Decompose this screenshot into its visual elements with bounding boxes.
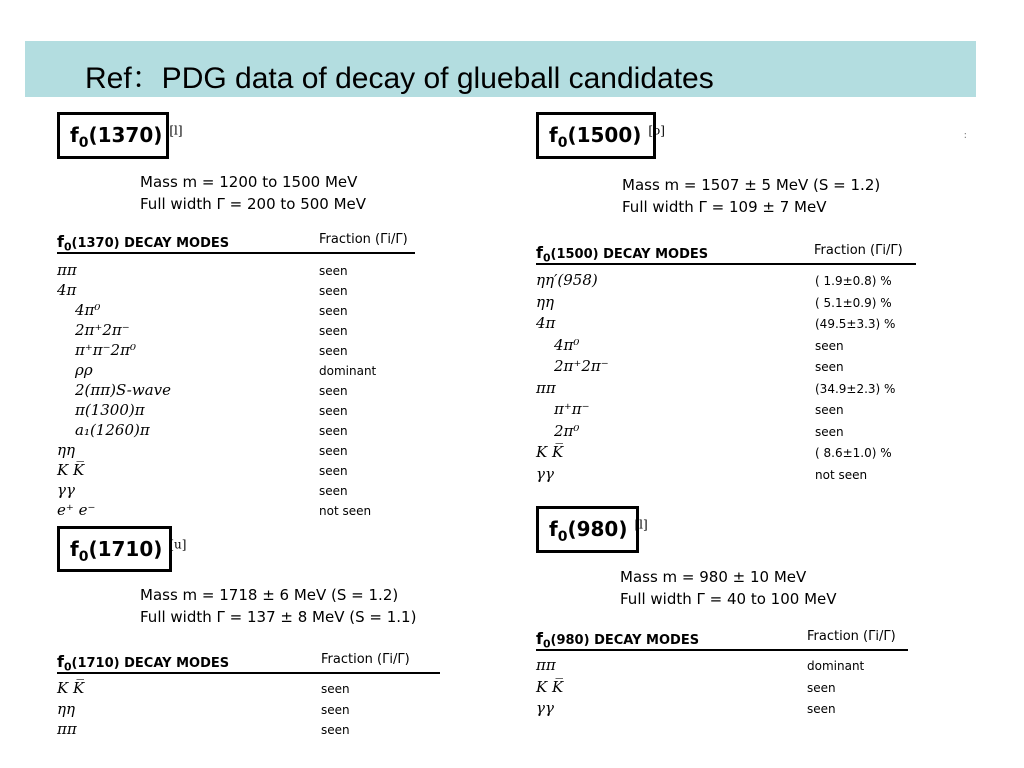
decay-mode: 2π⁺2π⁻ (75, 321, 130, 339)
fraction-header: Fraction (Γi/Γ) (814, 243, 903, 258)
decay-mode: ππ (536, 656, 556, 674)
decay-modes-header-f0-1370 (57, 230, 415, 254)
decay-modes-title: $f_0(1370)$ DECAY MODES (57, 232, 230, 254)
decay-fraction: ( 1.9±0.8) % (815, 274, 892, 288)
width-line: Full width Γ = 137 ± 8 MeV (S = 1.1) (140, 608, 417, 626)
decay-fraction: seen (319, 344, 348, 358)
decay-mode: ππ (57, 720, 77, 738)
particle-mass-label: (1500) (567, 123, 642, 147)
decay-mode-row (57, 341, 417, 361)
decay-mode-row (536, 336, 916, 358)
decay-mode: γγ (536, 699, 554, 717)
decay-mode-row (57, 679, 440, 700)
decay-mode: 2π⁺2π⁻ (554, 357, 609, 375)
decay-fraction: ( 5.1±0.9) % (815, 295, 892, 310)
mass-line: Mass m = 1200 to 1500 MeV (140, 173, 358, 191)
particle-name: f (549, 517, 558, 541)
title-bar (25, 41, 976, 97)
width-line: Full width Γ = 40 to 100 MeV (620, 590, 837, 608)
decay-mode: K K̅ (57, 461, 85, 479)
decay-mode-row (536, 379, 916, 401)
decay-modes-header-f0-1500 (536, 241, 916, 265)
decay-mode-row (536, 656, 908, 678)
decay-mode: ηη (536, 292, 554, 311)
decay-fraction: (34.9±2.3) % (815, 381, 896, 396)
width-line: Full width Γ = 109 ± 7 MeV (622, 198, 827, 216)
decay-fraction: seen (319, 304, 348, 318)
decay-mode-row (57, 401, 417, 421)
decay-fraction: seen (321, 682, 350, 696)
decay-mode-row (57, 700, 440, 721)
decay-modes-list-f0-980 (536, 656, 908, 721)
decay-mode-row (57, 281, 417, 301)
decay-fraction: seen (319, 264, 348, 278)
decay-mode: 2π⁰ (554, 421, 580, 440)
decay-mode-row (57, 481, 417, 501)
decay-modes-list-f0-1370 (57, 261, 417, 521)
particle-mass-label: (980) (567, 517, 628, 541)
decay-modes-header-f0-980 (536, 627, 908, 651)
decay-fraction: seen (319, 404, 348, 418)
corner-mark: : (963, 130, 967, 141)
decay-mode-row (57, 441, 417, 461)
decay-mode-row (536, 678, 908, 700)
decay-mode: ηη (57, 699, 75, 718)
decay-mode-row (57, 321, 417, 341)
decay-fraction: seen (815, 360, 844, 374)
particle-box-f0-1500 (536, 112, 665, 159)
particle-name: f (70, 537, 79, 561)
particle-name: f (549, 123, 558, 147)
decay-mode: 4π (57, 281, 77, 299)
decay-mode: π⁺π⁻ (554, 400, 590, 418)
particle-mass-label: (1370) (88, 123, 163, 147)
decay-fraction: seen (815, 403, 844, 417)
particle-properties-f0-1370 (140, 171, 366, 215)
particle-subscript: 0 (557, 529, 568, 545)
decay-mode-row (57, 381, 417, 401)
particle-box-f0-1710 (57, 526, 187, 572)
fraction-header: Fraction (Γi/Γ) (319, 232, 408, 247)
fraction-header: Fraction (Γi/Γ) (807, 629, 896, 644)
decay-mode: ηη′(958) (536, 271, 598, 289)
decay-mode: ππ (57, 261, 77, 279)
width-line: Full width Γ = 200 to 500 MeV (140, 195, 367, 213)
decay-mode-row (536, 293, 916, 315)
particle-subscript: 0 (78, 549, 89, 565)
decay-mode-row (536, 400, 916, 422)
decay-mode-row (536, 443, 916, 465)
decay-mode: 4π (536, 314, 556, 332)
decay-mode: K K̅ (536, 443, 564, 461)
decay-mode: 4π⁰ (554, 335, 580, 354)
decay-mode: K K̅ (57, 679, 85, 697)
decay-mode: γγ (57, 481, 75, 499)
decay-mode: π(1300)π (75, 401, 145, 419)
decay-mode-row (57, 720, 440, 741)
decay-fraction: seen (319, 444, 348, 458)
mass-line: Mass m = 1718 ± 6 MeV (S = 1.2) (140, 586, 399, 604)
decay-mode: ηη (57, 441, 75, 459)
decay-mode-row (536, 422, 916, 444)
decay-mode: e⁺ e⁻ (57, 501, 96, 519)
mass-line: Mass m = 1507 ± 5 MeV (S = 1.2) (622, 176, 881, 194)
decay-mode: 2(ππ)S-wave (75, 381, 171, 399)
decay-mode: ρρ (75, 361, 93, 379)
decay-fraction: seen (319, 384, 348, 398)
decay-mode: ππ (536, 378, 556, 397)
decay-fraction: seen (815, 424, 844, 439)
decay-modes-header-f0-1710 (57, 650, 440, 674)
decay-fraction: not seen (319, 504, 372, 518)
decay-mode-row (57, 461, 417, 481)
mass-line: Mass m = 980 ± 10 MeV (620, 568, 807, 586)
decay-fraction: seen (319, 324, 348, 338)
decay-mode-row (57, 501, 417, 521)
decay-modes-list-f0-1710 (57, 679, 440, 741)
particle-box-f0-1370 (57, 112, 183, 159)
decay-fraction: not seen (815, 467, 868, 482)
decay-fraction: seen (319, 464, 348, 478)
particle-subscript: 0 (78, 135, 89, 151)
particle-properties-f0-1500 (622, 174, 880, 218)
decay-mode: a₁(1260)π (75, 421, 150, 439)
particle-box-f0-980 (536, 506, 648, 553)
decay-fraction: seen (807, 702, 836, 716)
decay-mode-row (57, 301, 417, 321)
decay-mode-row (536, 271, 916, 293)
decay-fraction: dominant (807, 659, 865, 673)
particle-note: [l] (169, 123, 183, 138)
decay-fraction: (49.5±3.3) % (815, 317, 896, 331)
particle-note: [u] (169, 537, 187, 552)
particle-note: [l] (634, 517, 648, 532)
decay-modes-title: $f_0(1500)$ DECAY MODES (536, 243, 709, 265)
decay-fraction: seen (807, 680, 836, 695)
decay-fraction: seen (321, 723, 350, 737)
particle-subscript: 0 (557, 135, 568, 151)
decay-fraction: seen (319, 424, 348, 438)
particle-properties-f0-980 (620, 566, 837, 610)
particle-name: f (70, 123, 79, 147)
decay-mode-row (536, 699, 908, 721)
particle-note: [o] (648, 123, 665, 138)
decay-mode-row (57, 361, 417, 381)
decay-modes-title: $f_0(980)$ DECAY MODES (536, 629, 700, 651)
decay-mode-row (57, 261, 417, 281)
particle-mass-label: (1710) (88, 537, 163, 561)
decay-mode: K K̅ (536, 677, 564, 696)
decay-mode: π⁺π⁻2π⁰ (75, 341, 136, 359)
decay-fraction: seen (815, 338, 844, 353)
decay-mode: γγ (536, 464, 554, 483)
fraction-header: Fraction (Γi/Γ) (321, 652, 410, 667)
decay-mode-row (57, 421, 417, 441)
slide-title: Ref：PDG data of decay of glueball candidates (85, 62, 714, 95)
decay-modes-title: $f_0(1710)$ DECAY MODES (57, 652, 230, 674)
decay-fraction: ( 8.6±1.0) % (815, 446, 892, 460)
decay-fraction: seen (319, 284, 348, 298)
decay-mode-row (536, 314, 916, 336)
particle-properties-f0-1710 (140, 584, 416, 628)
decay-mode-row (536, 357, 916, 379)
decay-modes-list-f0-1500 (536, 271, 916, 486)
decay-mode-row (536, 465, 916, 487)
decay-fraction: seen (321, 702, 350, 717)
decay-mode: 4π⁰ (75, 301, 101, 319)
decay-fraction: seen (319, 484, 348, 498)
decay-fraction: dominant (319, 364, 377, 378)
